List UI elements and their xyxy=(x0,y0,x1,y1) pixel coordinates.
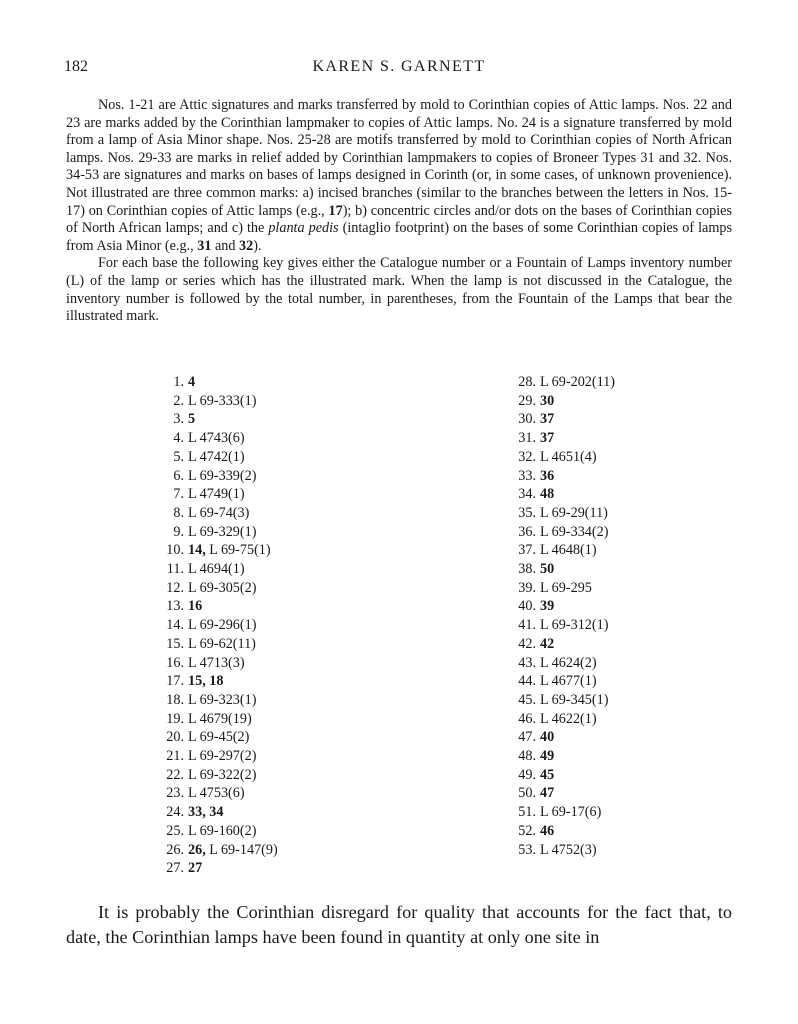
key-entry-number: 11. xyxy=(166,561,184,578)
key-entry-number: 22. xyxy=(166,766,184,783)
key-entry-value xyxy=(540,467,554,486)
inventory-number: L 69-295 xyxy=(540,579,592,596)
catalogue-number: 47 xyxy=(540,785,555,802)
inventory-number: L 69-147(9) xyxy=(205,841,278,858)
key-entry-number: 28. xyxy=(518,374,536,390)
key-entry-value xyxy=(188,541,271,560)
key-entry-value xyxy=(188,560,245,579)
catalogue-number: 15, 18 xyxy=(188,673,224,690)
key-entry xyxy=(154,859,278,878)
key-entry-number: 44. xyxy=(518,673,536,690)
key-entry-value xyxy=(540,691,608,710)
key-entry-number: 30. xyxy=(518,411,536,428)
key-entry xyxy=(154,504,278,523)
key-entry xyxy=(154,373,278,392)
key-entry xyxy=(154,485,278,504)
intro-paragraph-2: For each base the following key gives either the Catalogue number or a Fountain of Lamps inventory number (L) of the lamp or series which has the illustrated mark. When the lamp is not discussed in the Catalogue, the inventory number is followed by the total number, in parentheses, from the Fountain of the Lamps that bear the illustrated mark. xyxy=(66,255,732,325)
catalogue-number: 36 xyxy=(540,467,555,484)
catalogue-number: 46 xyxy=(540,822,555,839)
inventory-number: L 4753(6) xyxy=(188,785,245,802)
key-entry-value xyxy=(188,635,256,654)
bold-reference: 31 xyxy=(197,237,212,254)
key-entry-number: 48. xyxy=(518,748,536,765)
key-entry xyxy=(154,579,278,598)
key-entry-value xyxy=(188,822,256,841)
catalogue-number: 40 xyxy=(540,729,555,746)
key-entry xyxy=(154,784,278,803)
key-entry xyxy=(506,541,615,560)
inventory-number: L 69-322(2) xyxy=(188,766,257,783)
catalogue-number: 39 xyxy=(540,598,555,615)
key-entry-value xyxy=(188,410,195,429)
key-entry xyxy=(506,654,615,673)
key-entry xyxy=(154,822,278,841)
inventory-number: L 69-74(3) xyxy=(188,504,250,521)
inventory-number: L 4651(4) xyxy=(540,448,597,465)
key-entry-value xyxy=(188,747,256,766)
key-entry-value xyxy=(540,485,554,504)
key-entry xyxy=(506,822,615,841)
key-entry-number: 2. xyxy=(173,392,184,409)
inventory-number: L 4694(1) xyxy=(188,561,245,578)
inventory-number: L 69-75(1) xyxy=(205,542,271,559)
key-entry-number: 1. xyxy=(173,374,184,390)
inventory-number: L 69-339(2) xyxy=(188,467,257,484)
key-entry-number: 51. xyxy=(518,804,536,821)
key-entry xyxy=(506,373,615,392)
running-head: KAREN S. GARNETT xyxy=(312,58,486,75)
key-entry-value xyxy=(188,654,245,673)
text-run: Nos. 1-21 are Attic signatures and marks transferred by mold to Corinthian copies of Attic lamps. Nos. 22 and 23 are marks added by the Corinthian lampmaker to copies of Attic lamps. No. 24 is a signature transferred by mold from a lamp of Asia Minor shape. Nos. 25-28 are motifs transferred by mold to Corinthian copies of North African lamps. Nos. 29-33 are marks in relief added by Corinthian lampmakers to copies of Broneer Types 31 and 32. Nos. 34-53 are signatures and marks on bases of lamps designed in Corinth (or, in some cases, of unknown provenience). Not illustrated are three common marks: a) incised branches (similar to the branches between the letters in Nos. 15-17) on Corinthian copies of Attic lamps (e.g., xyxy=(66,97,732,219)
key-entry-value xyxy=(188,523,256,542)
key-entry xyxy=(154,672,278,691)
inventory-number: L 69-312(1) xyxy=(540,617,609,634)
catalogue-number: 26, xyxy=(188,841,206,858)
key-entry-value xyxy=(540,392,554,411)
inventory-number: L 69-160(2) xyxy=(188,822,257,839)
bold-reference: 32 xyxy=(239,237,254,254)
key-entry xyxy=(506,485,615,504)
inventory-number: L 69-17(6) xyxy=(540,804,602,821)
key-entry-number: 24. xyxy=(166,804,184,821)
key-entry-value xyxy=(540,616,608,635)
key-entry-number: 32. xyxy=(518,448,536,465)
key-entry-value xyxy=(540,523,608,542)
key-entry xyxy=(506,448,615,467)
key-entry-number: 14. xyxy=(166,617,184,634)
key-entry-number: 6. xyxy=(173,467,184,484)
key-entry xyxy=(506,710,615,729)
key-entry xyxy=(506,635,615,654)
key-entry-number: 47. xyxy=(518,729,536,746)
key-entry xyxy=(506,841,615,860)
catalogue-number: 42 xyxy=(540,635,555,652)
key-list-left xyxy=(154,373,278,878)
key-entry-number: 35. xyxy=(518,504,536,521)
key-entry-value xyxy=(188,691,256,710)
catalogue-number: 4 xyxy=(188,374,196,390)
key-entry xyxy=(506,597,615,616)
key-entry-value xyxy=(188,766,256,785)
key-entry-value xyxy=(540,410,554,429)
key-entry-number: 53. xyxy=(518,841,536,858)
inventory-number: L 4749(1) xyxy=(188,486,245,503)
key-entry-value xyxy=(188,784,245,803)
key-entry-value xyxy=(188,728,249,747)
key-entry-number: 23. xyxy=(166,785,184,802)
key-entry-value xyxy=(188,467,256,486)
key-entry xyxy=(154,523,278,542)
key-entry-number: 16. xyxy=(166,654,184,671)
key-entry-number: 19. xyxy=(166,710,184,727)
inventory-number: L 69-62(11) xyxy=(188,635,256,652)
intro-paragraph-1 xyxy=(66,97,732,255)
key-entry-value xyxy=(540,429,554,448)
text-run: and xyxy=(211,237,239,254)
key-entry-number: 27. xyxy=(166,860,184,877)
text-run: (intaglio footprint) on the bases of some Corinthian copies of lamps from Asia Minor (e.g., xyxy=(66,220,732,254)
key-entry xyxy=(154,766,278,785)
inventory-number: L 69-296(1) xyxy=(188,617,257,634)
key-entry-number: 10. xyxy=(166,542,184,559)
key-entry xyxy=(154,841,278,860)
catalogue-number: 16 xyxy=(188,598,203,615)
key-entry-number: 31. xyxy=(518,430,536,447)
key-entry-value xyxy=(540,803,601,822)
key-entry xyxy=(154,392,278,411)
key-entry xyxy=(154,747,278,766)
inventory-number: L 4752(3) xyxy=(540,841,597,858)
key-entry-value xyxy=(540,784,554,803)
key-entry-number: 18. xyxy=(166,691,184,708)
key-entry-value xyxy=(540,635,554,654)
key-entry-number: 49. xyxy=(518,766,536,783)
key-entry xyxy=(506,766,615,785)
inventory-number: L 69-334(2) xyxy=(540,523,609,540)
inventory-number: L 69-305(2) xyxy=(188,579,257,596)
key-entry-number: 13. xyxy=(166,598,184,615)
key-entry xyxy=(506,616,615,635)
catalogue-number: 37 xyxy=(540,411,555,428)
key-entry-number: 3. xyxy=(173,411,184,428)
key-entry-value xyxy=(540,560,554,579)
key-entry-number: 8. xyxy=(173,504,184,521)
catalogue-number: 30 xyxy=(540,392,555,409)
inventory-number: L 4622(1) xyxy=(540,710,597,727)
key-entry-number: 33. xyxy=(518,467,536,484)
inventory-number: L 69-202(11) xyxy=(540,374,615,390)
key-entry-value xyxy=(188,373,195,392)
key-entry xyxy=(154,429,278,448)
key-entry xyxy=(154,616,278,635)
key-entry-value xyxy=(540,710,597,729)
italic-term: planta pedis xyxy=(268,220,339,237)
inventory-number: L 4648(1) xyxy=(540,542,597,559)
inventory-number: L 4713(3) xyxy=(188,654,245,671)
key-entry-value xyxy=(540,579,592,598)
key-entry xyxy=(506,429,615,448)
catalogue-number: 33, 34 xyxy=(188,804,224,821)
inventory-number: L 69-333(1) xyxy=(188,392,257,409)
key-entry xyxy=(154,635,278,654)
key-entry-number: 17. xyxy=(166,673,184,690)
key-entry-number: 12. xyxy=(166,579,184,596)
key-entry-number: 15. xyxy=(166,635,184,652)
key-entry-value xyxy=(540,597,554,616)
inventory-number: L 4677(1) xyxy=(540,673,597,690)
catalogue-number: 27 xyxy=(188,860,203,877)
key-entry xyxy=(154,654,278,673)
inventory-number: L 69-45(2) xyxy=(188,729,250,746)
key-entry-number: 42. xyxy=(518,635,536,652)
key-entry xyxy=(506,784,615,803)
key-entry-number: 5. xyxy=(173,448,184,465)
key-entry-number: 20. xyxy=(166,729,184,746)
key-entry-value xyxy=(188,672,223,691)
key-entry xyxy=(154,803,278,822)
key-entry xyxy=(154,710,278,729)
key-entry-number: 7. xyxy=(173,486,184,503)
key-entry xyxy=(154,728,278,747)
key-entry xyxy=(506,803,615,822)
key-entry-number: 29. xyxy=(518,392,536,409)
catalogue-number: 5 xyxy=(188,411,196,428)
key-entry xyxy=(506,467,615,486)
key-entry-value xyxy=(188,710,252,729)
key-entry xyxy=(154,448,278,467)
catalogue-number: 45 xyxy=(540,766,555,783)
catalogue-number: 14, xyxy=(188,542,206,559)
key-entry-number: 21. xyxy=(166,748,184,765)
catalogue-number: 48 xyxy=(540,486,555,503)
key-entry-value xyxy=(540,766,554,785)
inventory-number: L 69-29(11) xyxy=(540,504,608,521)
text-run: ). xyxy=(253,237,262,254)
key-entry-number: 26. xyxy=(166,841,184,858)
page-number: 182 xyxy=(64,58,88,75)
key-entry xyxy=(506,392,615,411)
inventory-number: L 69-323(1) xyxy=(188,691,257,708)
key-entry-value xyxy=(540,541,597,560)
inventory-number: L 69-329(1) xyxy=(188,523,257,540)
key-entry-number: 46. xyxy=(518,710,536,727)
key-entry xyxy=(154,691,278,710)
inventory-number: L 4742(1) xyxy=(188,448,245,465)
inventory-number: L 69-345(1) xyxy=(540,691,609,708)
key-entry xyxy=(506,523,615,542)
key-entry-value xyxy=(188,597,202,616)
key-entry-number: 52. xyxy=(518,822,536,839)
key-entry xyxy=(154,410,278,429)
key-entry xyxy=(506,691,615,710)
key-entry xyxy=(506,504,615,523)
key-entry-value xyxy=(188,448,245,467)
inventory-number: L 69-297(2) xyxy=(188,748,257,765)
key-entry-value xyxy=(540,672,597,691)
body-paragraph: It is probably the Corinthian disregard for quality that accounts for the fact that, to date, the Corinthian lamps have been found in quantity at only one site in xyxy=(66,902,732,947)
key-entry-value xyxy=(540,504,608,523)
key-entry-value xyxy=(188,429,245,448)
key-entry xyxy=(506,728,615,747)
inventory-number: L 4679(19) xyxy=(188,710,252,727)
catalogue-number: 49 xyxy=(540,748,555,765)
key-entry-number: 45. xyxy=(518,691,536,708)
key-entry-value xyxy=(188,859,202,878)
key-entry xyxy=(154,467,278,486)
key-entry-value xyxy=(188,392,256,411)
key-entry-value xyxy=(188,841,278,860)
key-entry xyxy=(506,560,615,579)
key-entry-number: 43. xyxy=(518,654,536,671)
key-entry xyxy=(154,541,278,560)
key-entry-value xyxy=(540,448,597,467)
key-entry-value xyxy=(188,579,256,598)
key-entry xyxy=(154,560,278,579)
key-entry-value xyxy=(540,373,615,392)
catalogue-number: 50 xyxy=(540,561,555,578)
key-entry xyxy=(154,597,278,616)
key-entry-number: 39. xyxy=(518,579,536,596)
key-entry-value xyxy=(188,803,223,822)
key-entry-number: 50. xyxy=(518,785,536,802)
key-entry-value xyxy=(540,841,597,860)
key-entry-number: 4. xyxy=(173,430,184,447)
key-list-right xyxy=(506,373,615,859)
key-entry-number: 9. xyxy=(173,523,184,540)
key-entry-value xyxy=(188,616,256,635)
inventory-number: L 4624(2) xyxy=(540,654,597,671)
key-entry-number: 25. xyxy=(166,822,184,839)
key-entry-value xyxy=(540,654,597,673)
intro-text xyxy=(66,97,732,326)
key-entry-number: 34. xyxy=(518,486,536,503)
key-entry xyxy=(506,410,615,429)
bold-reference: 17 xyxy=(328,202,343,219)
key-entry-value xyxy=(188,504,249,523)
inventory-number: L 4743(6) xyxy=(188,430,245,447)
key-entry-value xyxy=(540,822,554,841)
text-run: ); b) concentric circles and/or dots on the bases of Corinthian copies of North African lamps; and c) the xyxy=(66,202,732,237)
key-entry-value xyxy=(540,747,554,766)
key-entry-number: 38. xyxy=(518,561,536,578)
key-entry-value xyxy=(540,728,554,747)
catalogue-number: 37 xyxy=(540,430,555,447)
key-entry-number: 40. xyxy=(518,598,536,615)
key-entry xyxy=(506,672,615,691)
key-entry xyxy=(506,747,615,766)
key-entry-value xyxy=(188,485,245,504)
key-entry xyxy=(506,579,615,598)
key-entry-number: 37. xyxy=(518,542,536,559)
key-entry-number: 41. xyxy=(518,617,536,634)
key-entry-number: 36. xyxy=(518,523,536,540)
